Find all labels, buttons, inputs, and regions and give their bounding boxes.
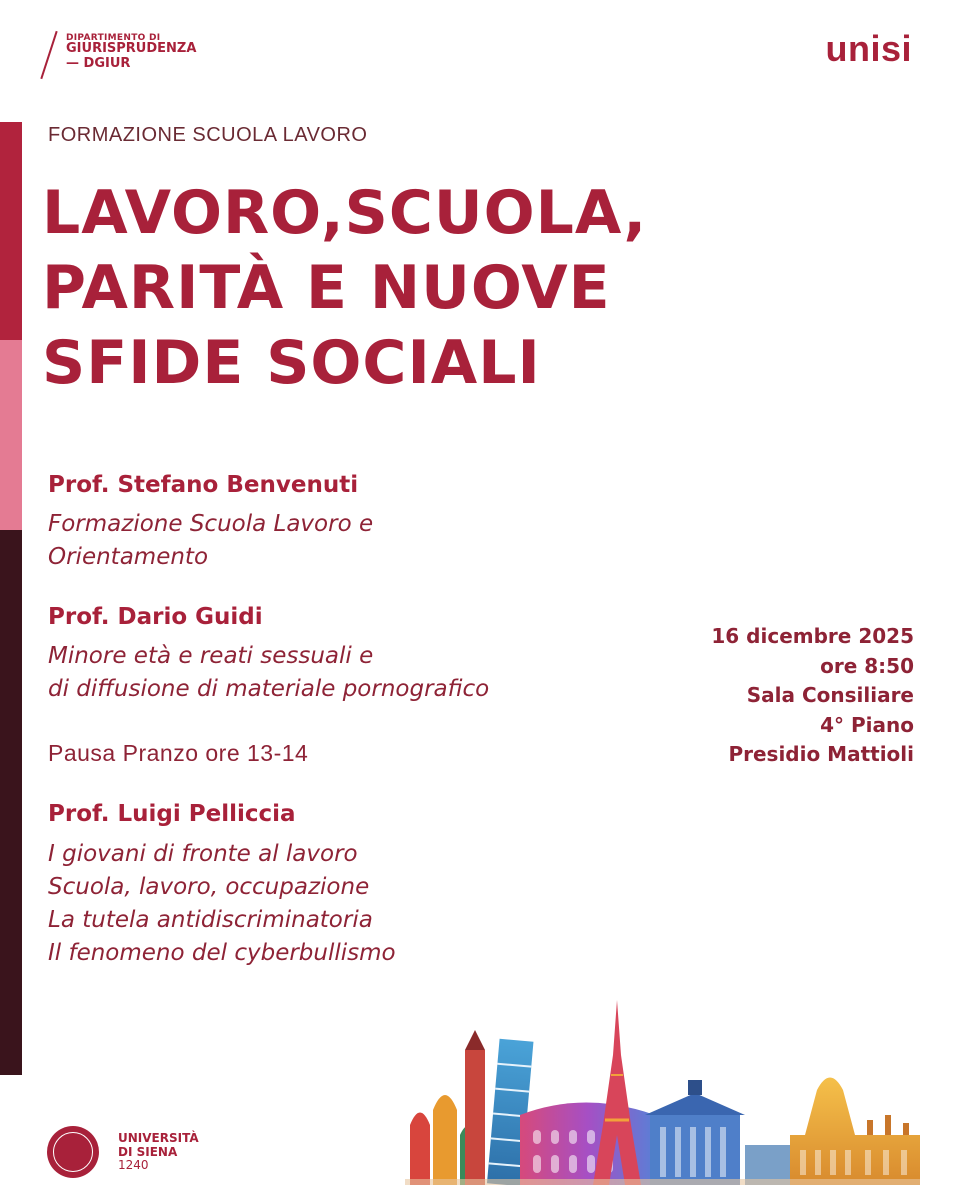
speaker-topic-pelliccia bbox=[48, 838, 396, 970]
topic-line: Minore età e reati sessuali e bbox=[48, 643, 374, 669]
event-time: ore 8:50 bbox=[820, 653, 914, 678]
university-seal-icon bbox=[47, 1126, 99, 1178]
header-slash-divider bbox=[40, 31, 57, 79]
lunch-break-note: Pausa Pranzo ore 13-14 bbox=[48, 740, 309, 766]
kicker-label: FORMAZIONE SCUOLA LAVORO bbox=[48, 124, 368, 146]
event-venue: Presidio Mattioli bbox=[728, 742, 914, 766]
topic-line: La tutela antidiscriminatoria bbox=[48, 907, 373, 933]
topic-line: I giovani di fronte al lavoro bbox=[48, 841, 358, 867]
event-details bbox=[711, 622, 914, 770]
department-label: DIPARTIMENTO DI bbox=[66, 33, 161, 43]
title-line: LAVORO,SCUOLA, bbox=[42, 178, 648, 248]
speaker-topic-guidi bbox=[48, 640, 489, 706]
european-landmarks-skyline-icon bbox=[405, 995, 920, 1185]
left-bar-pink bbox=[0, 340, 22, 530]
left-bar-dark bbox=[0, 530, 22, 1075]
event-room: Sala Consiliare bbox=[746, 683, 914, 707]
event-floor: 4° Piano bbox=[820, 712, 914, 737]
speaker-name-pelliccia: Prof. Luigi Pelliccia bbox=[48, 801, 296, 827]
topic-line: di diffusione di materiale pornografico bbox=[48, 676, 490, 702]
title-line: SFIDE SOCIALI bbox=[42, 328, 541, 398]
event-date: 16 dicembre 2025 bbox=[711, 624, 914, 648]
topic-line: Il fenomeno del cyberbullismo bbox=[48, 940, 396, 966]
title-line: PARITÀ E NUOVE bbox=[42, 253, 611, 323]
speaker-name-guidi: Prof. Dario Guidi bbox=[48, 604, 263, 630]
university-founding-year: 1240 bbox=[118, 1158, 149, 1172]
speaker-name-benvenuti: Prof. Stefano Benvenuti bbox=[48, 472, 359, 498]
unisi-logo: unisi bbox=[825, 28, 912, 69]
left-bar-red bbox=[0, 122, 22, 340]
speaker-topic-benvenuti bbox=[48, 508, 373, 574]
department-code: — DGIUR bbox=[66, 56, 131, 71]
page-title bbox=[42, 176, 802, 401]
topic-line: Orientamento bbox=[48, 544, 209, 570]
university-name: UNIVERSITÀ DI SIENA bbox=[118, 1131, 199, 1159]
topic-line: Scuola, lavoro, occupazione bbox=[48, 874, 370, 900]
department-name: GIURISPRUDENZA bbox=[66, 41, 197, 56]
topic-line: Formazione Scuola Lavoro e bbox=[48, 511, 374, 537]
